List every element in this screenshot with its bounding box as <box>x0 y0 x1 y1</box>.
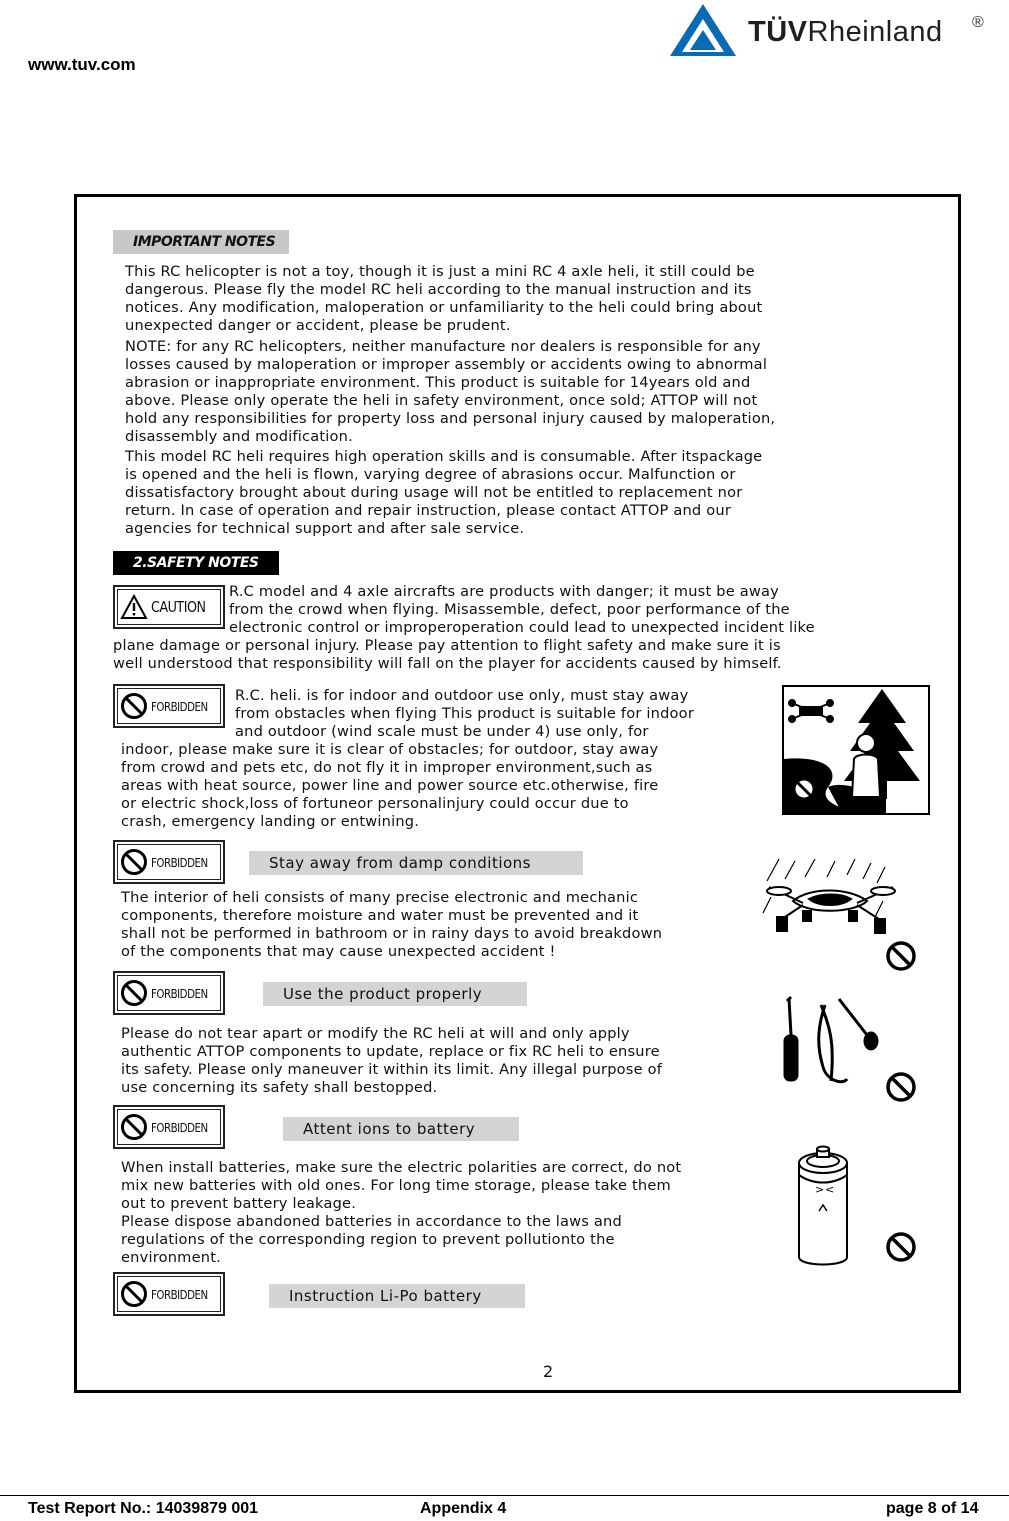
damp-conditions-text: The interior of heli consists of many precise electronic and mechanic components, therefore moisture and water must be prevented and it shall not be performed in bathroom or in rainy days to avoid breakdown of the components that may cause unexpected accident ! <box>121 889 663 961</box>
safety-notes-header: 2.SAFETY NOTES <box>113 551 279 575</box>
prohibited-icon <box>120 1280 148 1308</box>
forbidden-badge-battery <box>113 1105 225 1149</box>
caution-badge <box>113 585 225 629</box>
prohibited-icon <box>885 1231 917 1263</box>
footer-appendix: Appendix 4 <box>420 1500 507 1517</box>
damp-conditions-header: Stay away from damp conditions <box>249 851 583 875</box>
manual-page-number: 2 <box>543 1362 554 1381</box>
forbidden-label: FORBIDDEN <box>151 1119 208 1135</box>
prohibited-icon <box>120 692 148 720</box>
caution-text-bottom: plane damage or personal injury. Please pay attention to flight safety and make sure it is well understood that responsibility will fall on the player for accidents caused by himself. <box>113 637 782 673</box>
forbidden-badge-lipo <box>113 1272 225 1316</box>
tuv-triangle-icon <box>668 2 738 58</box>
forbidden-badge-damp <box>113 840 225 884</box>
footer-page-count: page 8 of 14 <box>886 1500 979 1517</box>
heli-in-rain-illustration <box>759 857 899 949</box>
prohibited-icon <box>885 940 917 972</box>
forbidden-label: FORBIDDEN <box>151 854 208 870</box>
indoor-text-top: R.C. heli. is for indoor and outdoor use only, must stay away from obstacles when flying This product is suitable for indoor and outdoor (wind scale must be under 4) use only, for <box>235 687 695 741</box>
svg-text:>: > <box>815 1183 825 1196</box>
important-notes-header: IMPORTANT NOTES <box>113 230 289 254</box>
important-notes-paragraph-3: This model RC heli requires high operation skills and is consumable. After itspackage is opened and the heli is flown, varying degree of abrasions occur. Malfunction or dissatisfactory brought about during usage will not be entitled to replacement nor return. In case of operation and repair instruction, please contact ATTOP and our agencies for technical support and after sale service. <box>125 448 763 538</box>
forbidden-label: FORBIDDEN <box>151 698 208 714</box>
caution-text-top: R.C model and 4 axle aircrafts are products with danger; it must be away from the crowd when flying. Misassemble, defect, poor performance of the electronic control or improperoperation could lead to unexpected incident like <box>229 583 815 637</box>
battery-header: Attent ions to battery <box>283 1117 519 1141</box>
battery-illustration <box>793 1145 853 1269</box>
manual-page <box>74 194 961 1393</box>
svg-text:<: < <box>825 1183 835 1196</box>
prohibited-icon <box>120 1113 148 1141</box>
footer-divider <box>0 1495 1009 1496</box>
important-notes-paragraph-1: This RC helicopter is not a toy, though it is just a mini RC 4 axle heli, it still could be dangerous. Please fly the model RC heli according to the manual instruction and its notices. Any modification, maloperation or unfamiliarity to the heli could bring about unexpected danger or accident, please be prudent. <box>125 263 763 335</box>
prohibited-icon <box>120 848 148 876</box>
tuv-logo <box>668 2 988 58</box>
battery-text: When install batteries, make sure the electric polarities are correct, do not mix new batteries with old ones. For long time storage, please take them out to prevent battery leakage. Please dispose abandoned batteries in accordance to the laws and regulations of the corresponding region to prevent pollutionto the environment. <box>121 1159 682 1267</box>
important-notes-paragraph-2: NOTE: for any RC helicopters, neither manufacture nor dealers is responsible for any losses caused by maloperation or improper assembly or accidents owing to abnormal abrasion or inappropriate environment. This product is suitable for 14years old and above. Please only operate the heli in safety environment, once sold; ATTOP will not hold any responsibilities for property loss and personal injury caused by maloperation, disassembly and modification. <box>125 338 776 446</box>
forbidden-badge-indoor <box>113 684 225 728</box>
warning-triangle-icon <box>120 594 148 620</box>
site-url: www.tuv.com <box>28 55 136 74</box>
drone-tree-person-illustration <box>782 685 930 815</box>
prohibited-icon <box>885 1071 917 1103</box>
registered-mark: ® <box>972 14 984 31</box>
footer-report-number: Test Report No.: 14039879 001 <box>28 1500 259 1517</box>
indoor-text-bottom: indoor, please make sure it is clear of obstacles; for outdoor, stay away from crowd and pets etc, do not fly it in improper environment,such as areas with heat source, power line and power source etc.otherwise, fire or electric shock,loss of fortuneor personalinjury could occur due to crash, emergency landing or entwining. <box>121 741 659 831</box>
caution-label: CAUTION <box>151 598 206 616</box>
logo-wordmark <box>748 16 943 49</box>
proper-use-text: Please do not tear apart or modify the RC heli at will and only apply authentic ATTOP components to update, replace or fix RC heli to ensure its safety. Please only maneuver it within its limit. Any illegal purpose of use concerning its safety shall bestopped. <box>121 1025 663 1097</box>
forbidden-label: FORBIDDEN <box>151 985 208 1001</box>
prohibited-icon <box>120 979 148 1007</box>
proper-use-header: Use the product properly <box>263 982 527 1006</box>
forbidden-badge-proper-use <box>113 971 225 1015</box>
logo-wordmark-rest: Rheinland <box>807 16 943 48</box>
lipo-header: Instruction Li-Po battery <box>269 1284 525 1308</box>
forbidden-label: FORBIDDEN <box>151 1286 208 1302</box>
logo-wordmark-bold: TÜV <box>748 16 808 48</box>
tools-illustration <box>777 995 889 1091</box>
